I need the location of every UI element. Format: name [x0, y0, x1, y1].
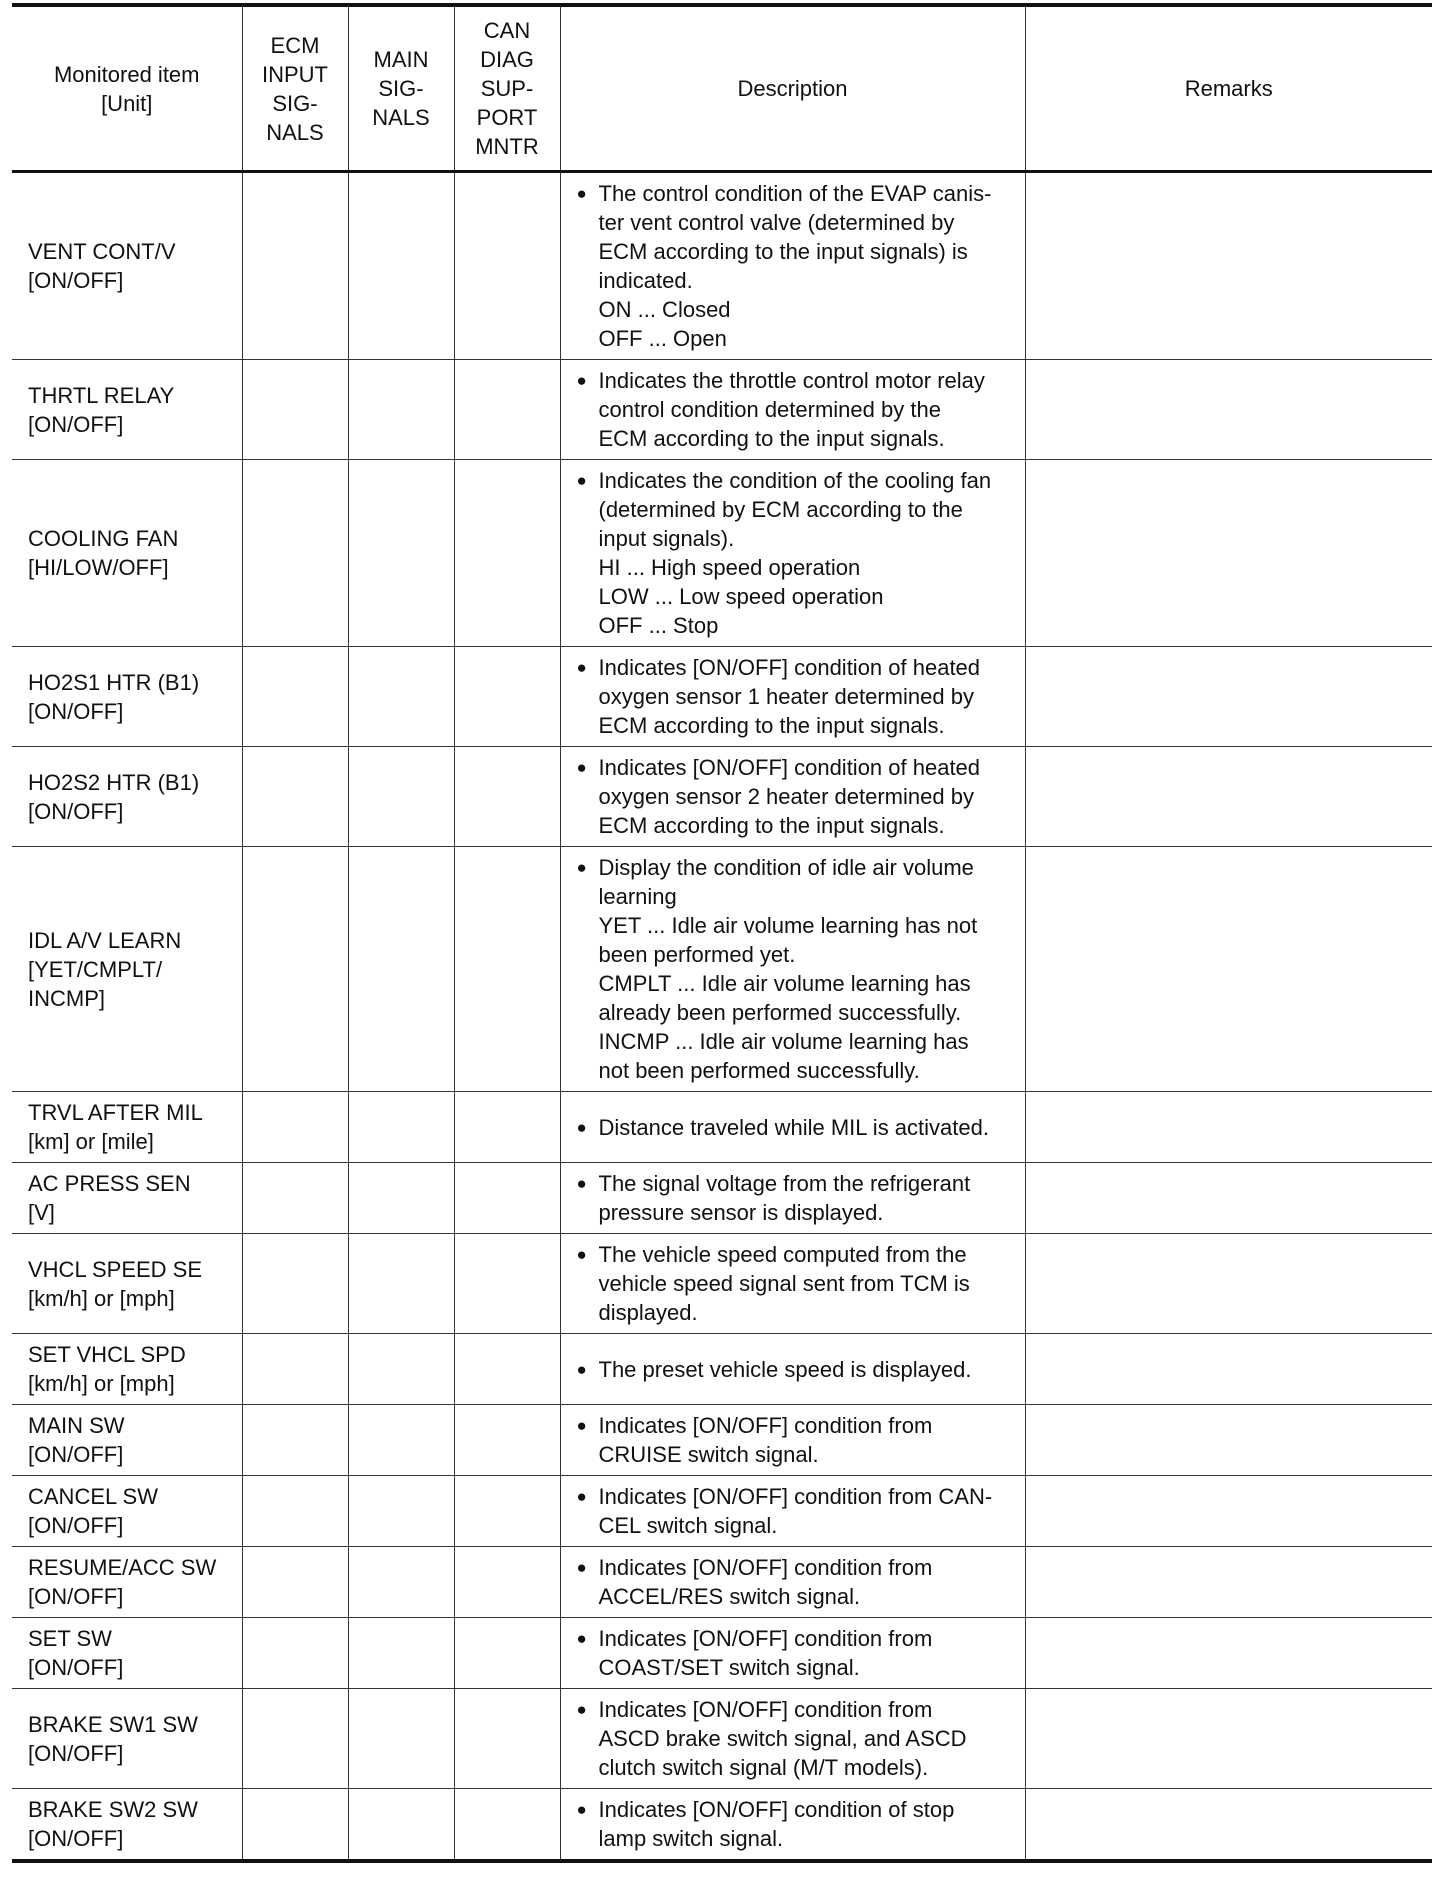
can-diag-cell	[454, 1405, 560, 1476]
monitored-item-cell	[12, 1789, 242, 1862]
bullet-icon: ●	[576, 858, 587, 877]
monitored-item-cell	[12, 1234, 242, 1334]
monitored-item-cell	[12, 460, 242, 647]
monitored-item-unit: [km/h] or [mph]	[28, 1371, 175, 1396]
main-signals-cell	[348, 1689, 454, 1789]
monitored-item-cell	[12, 1163, 242, 1234]
table-row	[12, 1789, 1432, 1862]
main-signals-cell	[348, 1476, 454, 1547]
table-row	[12, 1405, 1432, 1476]
monitored-item-cell	[12, 172, 242, 360]
bullet-icon: ●	[576, 1416, 587, 1435]
monitored-item-unit: [ON/OFF]	[28, 1442, 124, 1467]
monitored-item-unit: [V]	[28, 1200, 55, 1225]
table-row	[12, 1547, 1432, 1618]
monitored-item-cell	[12, 1334, 242, 1405]
description-cell	[560, 647, 1025, 747]
header-main-signals: MAIN SIG- NALS	[348, 5, 454, 172]
description-text: Indicates [ON/OFF] condition from CRUISE switch signal.	[598, 1413, 933, 1467]
ecm-input-cell	[242, 1163, 348, 1234]
ecm-input-cell	[242, 647, 348, 747]
can-diag-cell	[454, 1476, 560, 1547]
description-cell	[560, 1334, 1025, 1405]
description-cell	[560, 360, 1025, 460]
monitored-item-cell	[12, 847, 242, 1092]
table-row	[12, 1092, 1432, 1163]
monitored-item-unit: [HI/LOW/OFF]	[28, 555, 169, 580]
description-cell	[560, 1476, 1025, 1547]
header-row	[12, 5, 1432, 172]
main-signals-cell	[348, 747, 454, 847]
bullet-icon: ●	[576, 1359, 587, 1379]
main-signals-cell	[348, 1789, 454, 1862]
remarks-cell	[1025, 1405, 1432, 1476]
monitored-item-unit: [ON/OFF]	[28, 1655, 124, 1680]
bullet-icon: ●	[576, 471, 587, 490]
table-row	[12, 647, 1432, 747]
bullet-icon: ●	[576, 658, 587, 677]
main-signals-cell	[348, 1234, 454, 1334]
description-cell	[560, 1618, 1025, 1689]
monitored-item-name: THRTL RELAY	[28, 382, 175, 408]
monitored-item-cell	[12, 1092, 242, 1163]
ecm-input-cell	[242, 1618, 348, 1689]
bullet-icon: ●	[576, 1487, 587, 1506]
can-diag-cell	[454, 747, 560, 847]
ecm-input-cell	[242, 360, 348, 460]
monitored-item-name: SET VHCL SPD	[28, 1342, 186, 1367]
main-signals-cell	[348, 1092, 454, 1163]
bullet-icon: ●	[576, 1117, 587, 1137]
remarks-cell	[1025, 1476, 1432, 1547]
ecm-input-cell	[242, 1234, 348, 1334]
bullet-icon: ●	[576, 371, 587, 390]
remarks-cell	[1025, 847, 1432, 1092]
main-signals-cell	[348, 1163, 454, 1234]
monitored-item-cell	[12, 360, 242, 460]
can-diag-cell	[454, 1689, 560, 1789]
monitored-item-cell	[12, 1618, 242, 1689]
remarks-cell	[1025, 1092, 1432, 1163]
can-diag-cell	[454, 460, 560, 647]
table-row	[12, 1163, 1432, 1234]
can-diag-cell	[454, 1334, 560, 1405]
monitored-item-unit: [km/h] or [mph]	[28, 1285, 175, 1311]
can-diag-cell	[454, 1234, 560, 1334]
monitored-item-name: SET SW	[28, 1626, 112, 1651]
header-can-diag-support: CAN DIAG SUP- PORT MNTR	[454, 5, 560, 172]
ecm-input-cell	[242, 1092, 348, 1163]
monitored-item-name: RESUME/ACC SW	[28, 1555, 217, 1580]
header-monitored-item: Monitored item [Unit]	[12, 5, 242, 172]
description-text: Indicates [ON/OFF] condition from ACCEL/RES switch signal.	[598, 1555, 933, 1609]
monitored-item-name: VENT CONT/V	[28, 239, 176, 264]
bullet-icon: ●	[576, 758, 587, 777]
remarks-cell	[1025, 1334, 1432, 1405]
description-text: Indicates [ON/OFF] condition of heated oxygen sensor 2 heater determined by ECM according to the input signals.	[598, 755, 981, 838]
monitored-item-name: HO2S1 HTR (B1)	[28, 669, 200, 695]
monitored-item-cell	[12, 1405, 242, 1476]
description-text: Indicates [ON/OFF] condition of heated oxygen sensor 1 heater determined by ECM according to the input signals.	[598, 655, 981, 738]
monitored-item-unit: [ON/OFF]	[28, 698, 124, 724]
monitored-item-name: COOLING FAN	[28, 526, 179, 551]
monitored-item-unit: [ON/OFF]	[28, 1826, 124, 1851]
description-text: The vehicle speed computed from the vehicle speed signal sent from TCM is displayed.	[598, 1242, 970, 1325]
monitored-item-cell	[12, 747, 242, 847]
monitored-item-unit: [ON/OFF]	[28, 1740, 124, 1766]
table-row	[12, 1234, 1432, 1334]
table-row	[12, 460, 1432, 647]
table-row	[12, 1476, 1432, 1547]
ecm-input-cell	[242, 1689, 348, 1789]
main-signals-cell	[348, 1618, 454, 1689]
monitored-item-name: CANCEL SW	[28, 1484, 158, 1509]
description-text: Indicates the condition of the cooling fan (determined by ECM according to the input signals). HI ... High speed operation LOW ... Low speed operation OFF ... Stop	[598, 468, 992, 638]
bullet-icon: ●	[576, 1174, 587, 1193]
monitored-item-cell	[12, 1689, 242, 1789]
can-diag-cell	[454, 360, 560, 460]
main-signals-cell	[348, 1334, 454, 1405]
ecm-input-cell	[242, 747, 348, 847]
description-text: Indicates [ON/OFF] condition of stop lamp switch signal.	[598, 1797, 955, 1851]
bullet-icon: ●	[576, 1800, 587, 1819]
description-cell	[560, 460, 1025, 647]
data-monitor-table	[12, 3, 1432, 1863]
can-diag-cell	[454, 1618, 560, 1689]
description-cell	[560, 1092, 1025, 1163]
can-diag-cell	[454, 1092, 560, 1163]
can-diag-cell	[454, 847, 560, 1092]
remarks-cell	[1025, 1234, 1432, 1334]
table-body	[12, 172, 1432, 1862]
description-text: Distance traveled while MIL is activated.	[598, 1114, 989, 1140]
description-text: Indicates [ON/OFF] condition from COAST/SET switch signal.	[598, 1626, 933, 1680]
can-diag-cell	[454, 1547, 560, 1618]
monitored-item-name: AC PRESS SEN	[28, 1171, 191, 1196]
remarks-cell	[1025, 1789, 1432, 1862]
bullet-icon: ●	[576, 1558, 587, 1577]
main-signals-cell	[348, 360, 454, 460]
monitored-item-unit: [ON/OFF]	[28, 268, 124, 293]
remarks-cell	[1025, 360, 1432, 460]
monitored-item-cell	[12, 647, 242, 747]
monitored-item-name: TRVL AFTER MIL	[28, 1100, 203, 1125]
remarks-cell	[1025, 1547, 1432, 1618]
description-text: Indicates [ON/OFF] condition from ASCD brake switch signal, and ASCD clutch switch signal (M/T models).	[598, 1697, 967, 1780]
table-row	[12, 1689, 1432, 1789]
remarks-cell	[1025, 460, 1432, 647]
description-cell	[560, 1789, 1025, 1862]
description-cell	[560, 1547, 1025, 1618]
monitored-item-name: HO2S2 HTR (B1)	[28, 769, 200, 795]
description-cell	[560, 747, 1025, 847]
header-remarks: Remarks	[1025, 5, 1432, 172]
remarks-cell	[1025, 747, 1432, 847]
description-cell	[560, 1234, 1025, 1334]
description-cell	[560, 1405, 1025, 1476]
can-diag-cell	[454, 1789, 560, 1862]
remarks-cell	[1025, 1163, 1432, 1234]
monitored-item-unit: [ON/OFF]	[28, 1513, 124, 1538]
ecm-input-cell	[242, 460, 348, 647]
monitor-table-container	[12, 3, 1432, 1863]
table-row	[12, 1334, 1432, 1405]
ecm-input-cell	[242, 1789, 348, 1862]
main-signals-cell	[348, 647, 454, 747]
bullet-icon: ●	[576, 1700, 587, 1719]
description-text: Display the condition of idle air volume learning YET ... Idle air volume learning has not been performed yet. CMPLT ... Idle air volume learning has already been performed successfully. INCMP ... Idle air volume learning has not been performed successfully.	[598, 855, 978, 1083]
description-text: Indicates the throttle control motor relay control condition determined by the ECM according to the input signals.	[598, 368, 985, 451]
description-text: The control condition of the EVAP canis- ter vent control valve (determined by ECM according to the input signals) is indicated. ON ... Closed OFF ... Open	[598, 181, 992, 351]
bullet-icon: ●	[576, 1245, 587, 1264]
bullet-icon: ●	[576, 1629, 587, 1648]
table-row	[12, 747, 1432, 847]
monitored-item-unit: [km] or [mile]	[28, 1129, 154, 1154]
ecm-input-cell	[242, 1547, 348, 1618]
description-cell	[560, 172, 1025, 360]
monitored-item-unit: [ON/OFF]	[28, 411, 124, 437]
monitored-item-name: IDL A/V LEARN	[28, 927, 182, 953]
main-signals-cell	[348, 1547, 454, 1618]
ecm-input-cell	[242, 847, 348, 1092]
table-row	[12, 847, 1432, 1092]
ecm-input-cell	[242, 1476, 348, 1547]
can-diag-cell	[454, 647, 560, 747]
table-row	[12, 1618, 1432, 1689]
header-ecm-input-signals: ECM INPUT SIG- NALS	[242, 5, 348, 172]
remarks-cell	[1025, 647, 1432, 747]
main-signals-cell	[348, 847, 454, 1092]
description-cell	[560, 847, 1025, 1092]
description-text: Indicates [ON/OFF] condition from CAN- CEL switch signal.	[598, 1484, 993, 1538]
monitored-item-cell	[12, 1547, 242, 1618]
table-row	[12, 172, 1432, 360]
ecm-input-cell	[242, 1405, 348, 1476]
remarks-cell	[1025, 1618, 1432, 1689]
can-diag-cell	[454, 1163, 560, 1234]
ecm-input-cell	[242, 1334, 348, 1405]
bullet-icon: ●	[576, 184, 587, 203]
monitored-item-unit: [YET/CMPLT/ INCMP]	[28, 956, 163, 1011]
main-signals-cell	[348, 1405, 454, 1476]
ecm-input-cell	[242, 172, 348, 360]
description-cell	[560, 1163, 1025, 1234]
monitored-item-name: VHCL SPEED SE	[28, 1256, 203, 1282]
monitored-item-cell	[12, 1476, 242, 1547]
monitored-item-name: BRAKE SW2 SW	[28, 1797, 198, 1822]
can-diag-cell	[454, 172, 560, 360]
table-row	[12, 360, 1432, 460]
monitored-item-unit: [ON/OFF]	[28, 1584, 124, 1609]
description-text: The signal voltage from the refrigerant pressure sensor is displayed.	[598, 1171, 971, 1225]
monitored-item-unit: [ON/OFF]	[28, 798, 124, 824]
monitored-item-name: MAIN SW	[28, 1413, 125, 1438]
description-cell	[560, 1689, 1025, 1789]
header-description: Description	[560, 5, 1025, 172]
remarks-cell	[1025, 172, 1432, 360]
description-text: The preset vehicle speed is displayed.	[598, 1356, 972, 1382]
main-signals-cell	[348, 460, 454, 647]
main-signals-cell	[348, 172, 454, 360]
monitored-item-name: BRAKE SW1 SW	[28, 1711, 198, 1737]
remarks-cell	[1025, 1689, 1432, 1789]
